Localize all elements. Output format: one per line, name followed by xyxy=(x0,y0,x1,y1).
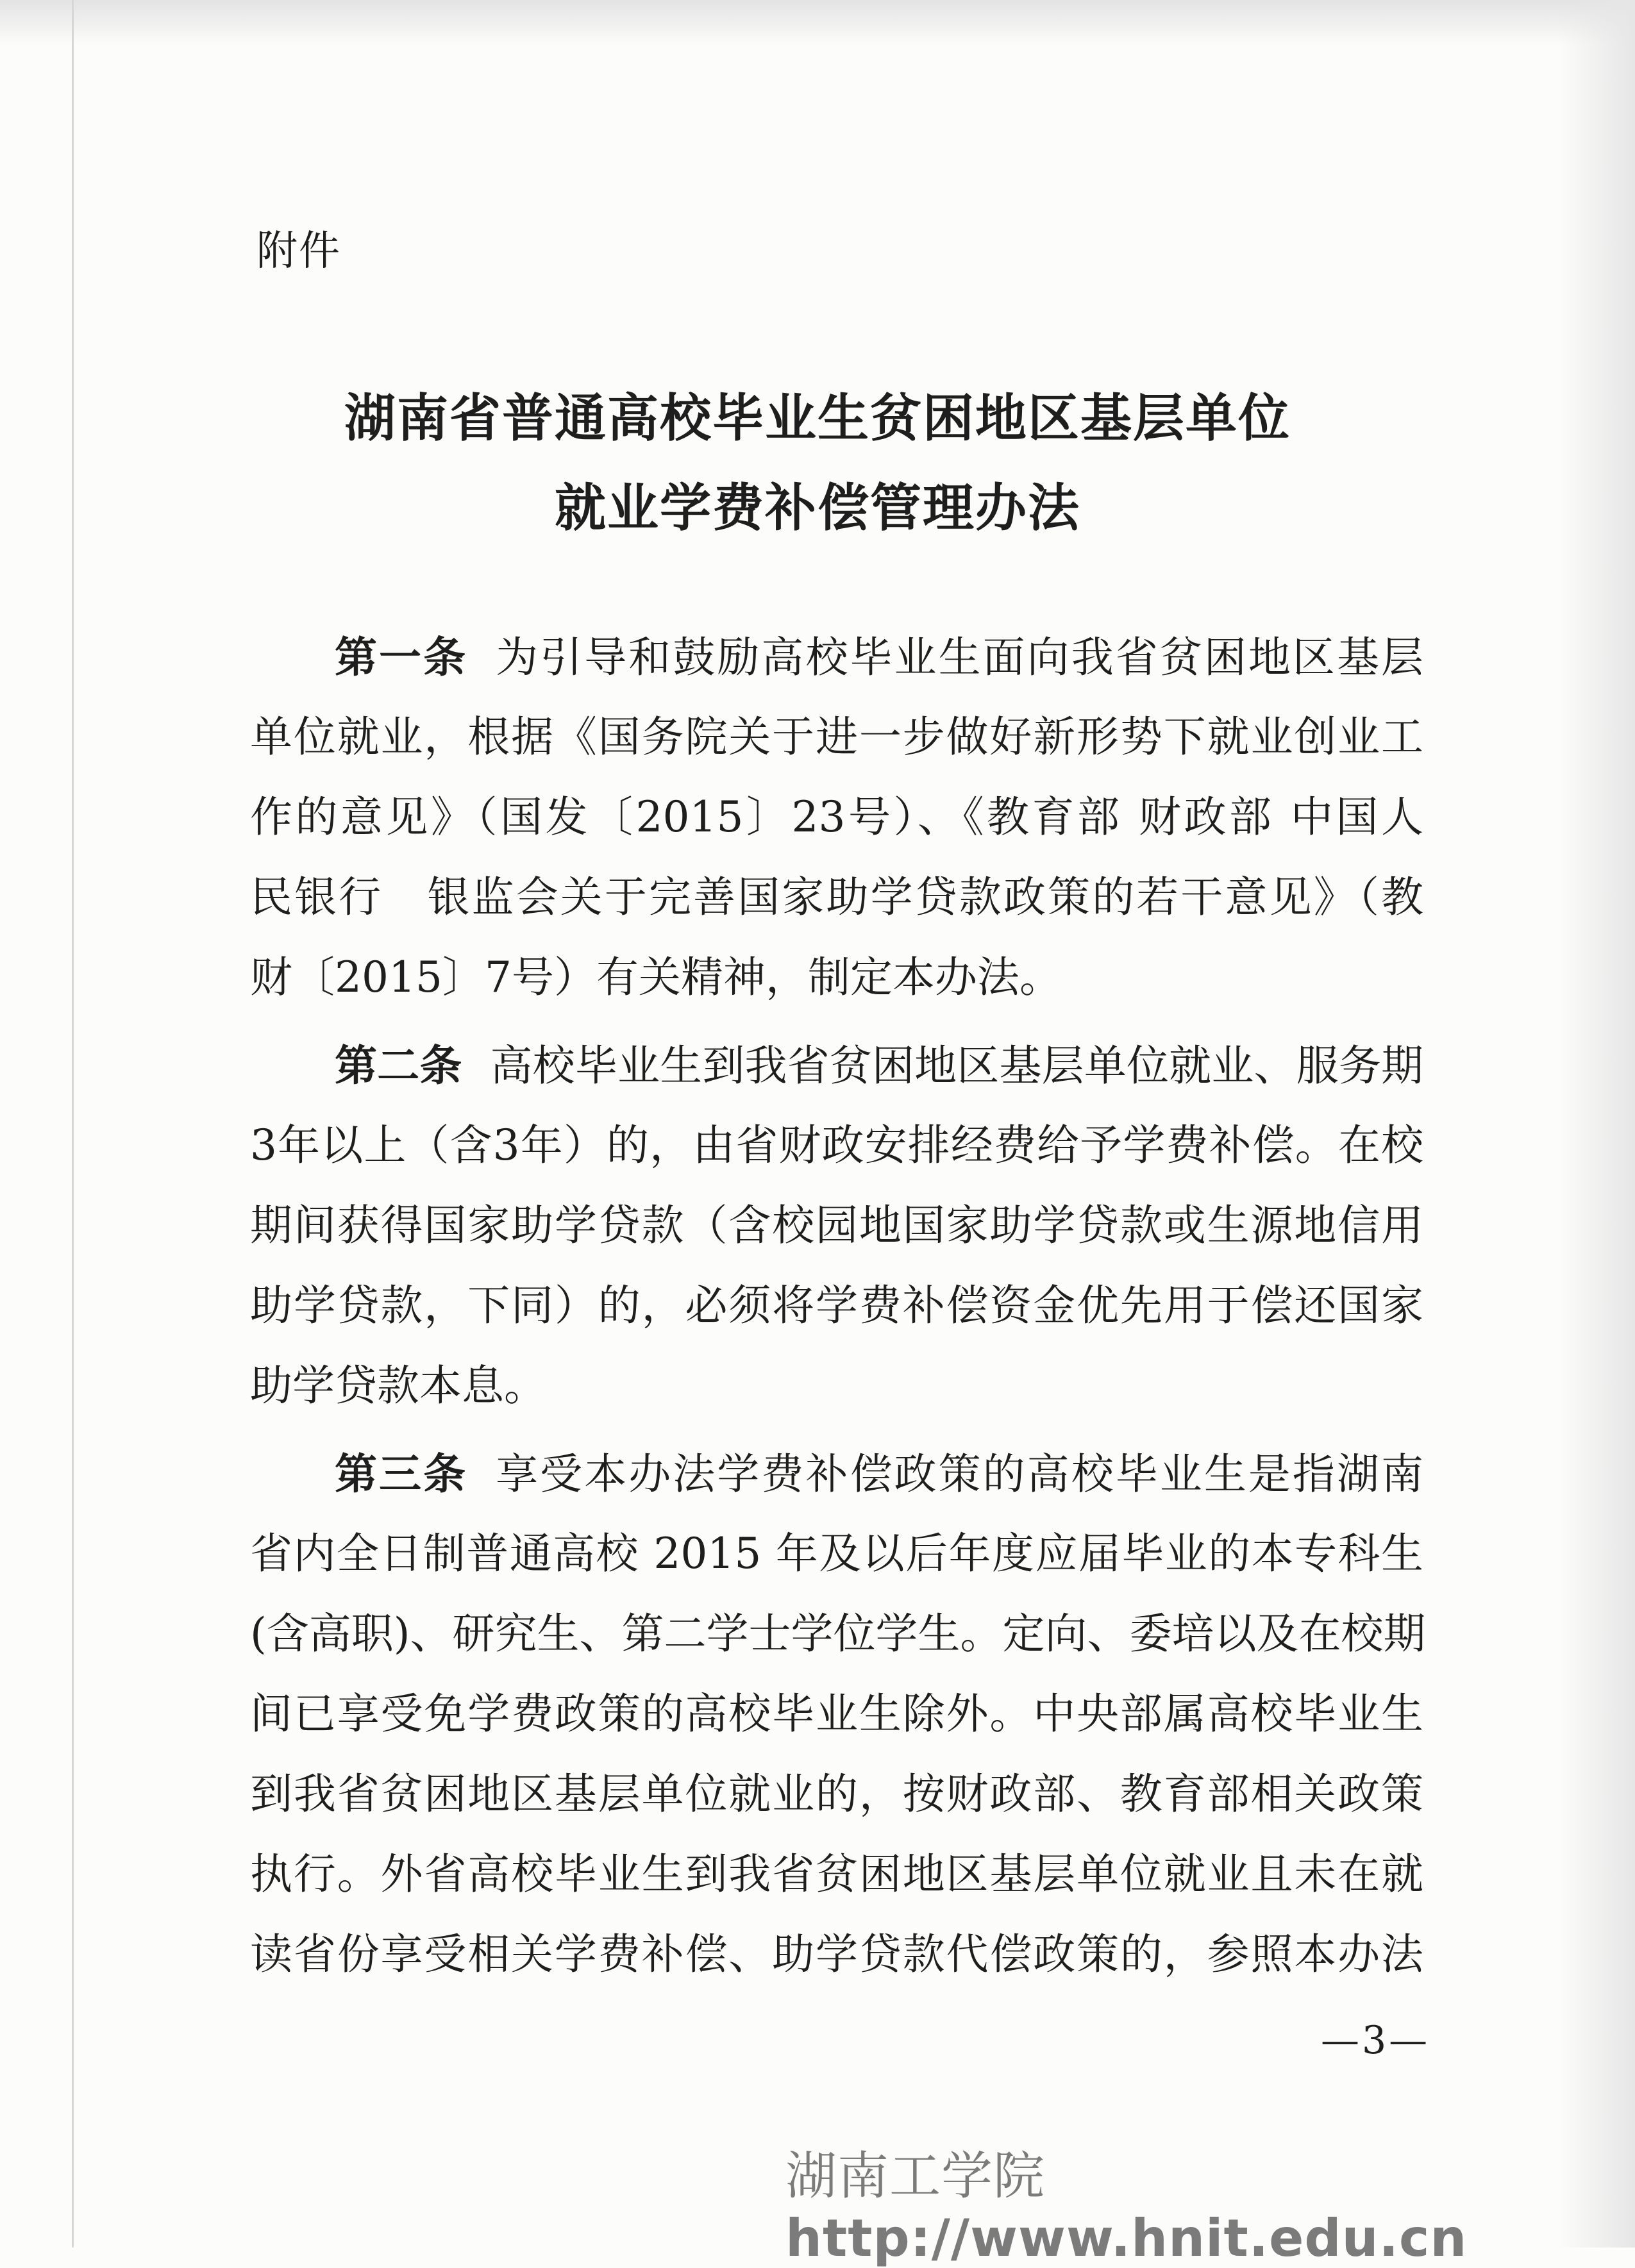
scan-shadow-top xyxy=(0,0,1635,45)
article-3-line-4: 间已享受免学费政策的高校毕业生除外。中央部属高校毕业生 xyxy=(250,1689,1423,1739)
article-3-text: 享受本办法学费补偿政策的高校毕业生是指湖南 xyxy=(496,1449,1424,1499)
article-3-line-3: (含高职)、研究生、第二学士学位学生。定向、委培以及在校期 xyxy=(250,1609,1426,1658)
article-1-line-1 xyxy=(250,628,1423,686)
article-2-line-2: 3年以上（含3年）的，由省财政安排经费给予学费补偿。在校 xyxy=(250,1121,1423,1170)
article-1-line-5: 财〔2015〕7号）有关精神，制定本办法。 xyxy=(250,953,1062,1002)
scan-shadow-right xyxy=(1558,0,1635,2247)
article-3-line-1 xyxy=(250,1445,1423,1503)
page-number: —3— xyxy=(1321,2018,1430,2063)
article-3-line-7: 读省份享受相关学费补偿、助学贷款代偿政策的，参照本办法 xyxy=(250,1930,1423,1979)
scan-fold-line xyxy=(72,0,74,2247)
document-title-line-1: 湖南省普通高校毕业生贫困地区基层单位 xyxy=(344,388,1291,448)
article-3-heading: 第三条 xyxy=(335,1449,468,1499)
article-3-line-6: 执行。外省高校毕业生到我省贫困地区基层单位就业且未在就 xyxy=(250,1849,1423,1899)
article-1-heading: 第一条 xyxy=(335,632,468,682)
article-2-heading: 第二条 xyxy=(335,1040,462,1090)
document-title-line-2: 就业学费补偿管理办法 xyxy=(555,478,1080,538)
attachment-label: 附件 xyxy=(256,228,341,275)
article-1-text: 为引导和鼓励高校毕业生面向我省贫困地区基层 xyxy=(496,633,1424,682)
watermark-school-name: 湖南工学院 xyxy=(785,2146,1045,2206)
article-2-line-1 xyxy=(250,1037,1423,1094)
article-2-line-5: 助学贷款本息。 xyxy=(250,1361,546,1410)
article-3-line-5: 到我省贫困地区基层单位就业的，按财政部、教育部相关政策 xyxy=(250,1769,1423,1819)
watermark-url: http://www.hnit.edu.cn xyxy=(785,2208,1468,2268)
article-1-line-4: 民银行 银监会关于完善国家助学贷款政策的若干意见》（教 xyxy=(250,872,1423,922)
article-2-line-3: 期间获得国家助学贷款（含校园地国家助学贷款或生源地信用 xyxy=(250,1201,1423,1250)
article-2-line-4: 助学贷款，下同）的，必须将学费补偿资金优先用于偿还国家 xyxy=(250,1281,1423,1330)
article-1-line-3: 作的意见》（国发〔2015〕23号）、《教育部 财政部 中国人 xyxy=(250,792,1423,842)
article-3-line-2: 省内全日制普通高校 2015 年及以后年度应届毕业的本专科生 xyxy=(250,1529,1423,1578)
website-watermark xyxy=(785,2135,1635,2268)
article-1-line-2: 单位就业，根据《国务院关于进一步做好新形势下就业创业工 xyxy=(250,712,1423,762)
article-2-text: 高校毕业生到我省贫困地区基层单位就业、服务期 xyxy=(490,1041,1423,1090)
